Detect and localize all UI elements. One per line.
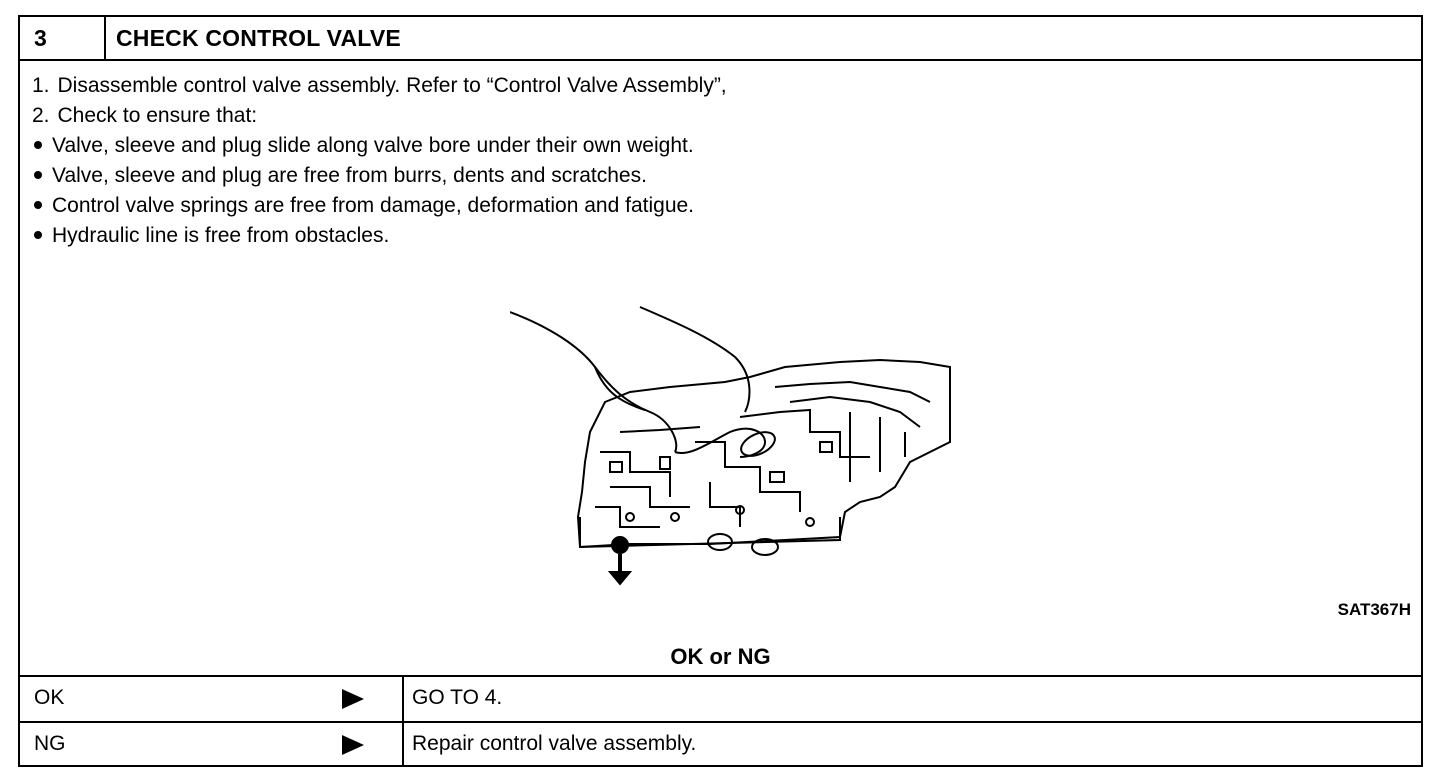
right-arrow-icon	[342, 689, 364, 709]
figure-code: SAT367H	[1337, 600, 1411, 619]
result-status: NG	[20, 723, 404, 767]
bullet-icon	[34, 201, 42, 209]
bullet-text: Control valve springs are free from damage, deformation and fatigue.	[52, 194, 695, 217]
bullet-icon	[34, 141, 42, 149]
bullet-text: Valve, sleeve and plug are free from burrs, dents and scratches.	[52, 164, 647, 187]
bullet-item	[32, 131, 727, 161]
bullet-item	[32, 161, 727, 191]
step-header	[20, 17, 1421, 61]
decision-prompt: OK or NG	[670, 644, 771, 669]
instruction-item	[32, 71, 727, 101]
instruction-number: 1.	[32, 74, 50, 97]
bullet-icon	[34, 171, 42, 179]
step-number: 3	[20, 17, 106, 59]
instruction-number: 2.	[32, 104, 50, 127]
result-action: Repair control valve assembly.	[412, 732, 697, 755]
bullet-text: Valve, sleeve and plug slide along valve bore under their own weight.	[52, 134, 694, 157]
result-action: GO TO 4.	[412, 686, 503, 709]
result-row-ng	[20, 721, 1421, 767]
procedure-sheet	[18, 15, 1423, 767]
instruction-text: Check to ensure that:	[57, 104, 258, 127]
right-arrow-icon	[342, 735, 364, 755]
bullet-icon	[34, 231, 42, 239]
result-status: OK	[20, 677, 404, 721]
instruction-item	[32, 101, 727, 131]
bullet-item	[32, 221, 727, 251]
step-title: CHECK CONTROL VALVE	[116, 25, 401, 51]
instructions	[32, 71, 727, 251]
instruction-text: Disassemble control valve assembly. Refer to “Control Valve Assembly”,	[57, 74, 727, 97]
bullet-item	[32, 191, 727, 221]
bullet-text: Hydraulic line is free from obstacles.	[52, 224, 390, 247]
control-valve-illustration	[510, 292, 980, 592]
result-row-ok	[20, 675, 1421, 721]
